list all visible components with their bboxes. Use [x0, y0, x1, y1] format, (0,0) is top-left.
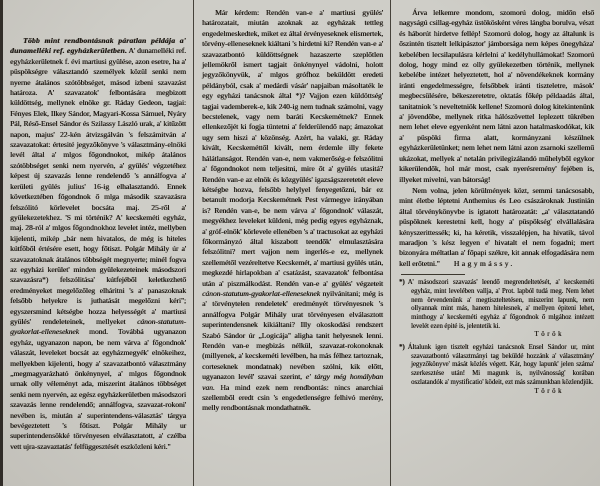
article-paragraph — [202, 8, 383, 414]
article-paragraph — [10, 36, 186, 452]
column-right — [391, 0, 600, 486]
page-left-edge-line — [0, 0, 3, 486]
footnote-signature: Török — [534, 331, 564, 339]
footnote — [399, 279, 594, 340]
body-text: Ha mind ezek nem rendbontás: nincs anarchiai szellemből eredt csin 's engedetlenségre felhivó merény, melly rendbontásnak mondathatnék. — [202, 382, 383, 413]
body-text: Nem volna, jelen körülmények közt, semmi tanácsosabb, mint életbe léptetni Anthemius és Leo császároknak Justinián által törvénykönyvbe is igtatott határozatát: „a' választatandó püspöknek kerestetni kell, hogy a' püspökség' elvállalására kényszerittessék; ki, ha kéretik, visszalépjen, ha hivatik, távol maradjon 's kész legyen e' hivatalt el nem fogadni; mert bizonyára méltatlan a' főpapi székre, kit annak elfogadására nem kell erőtetni." — [399, 185, 594, 268]
article-lead-italic: Több mint rendbontásnak páratlan példája a' dunamelléki ref. egyházkerületben. — [10, 36, 186, 56]
footnote-signature: Török — [534, 387, 564, 395]
footnote — [399, 344, 594, 396]
italic-phrase: cánon-statutum-gyakorlat-elleneseknek — [202, 288, 320, 298]
footnote-marker: *) — [399, 344, 405, 352]
article-signature: Hagymássy. — [453, 258, 515, 268]
body-text: nyilvánitani; még is a' törvénytelen rendeletek' eredményét törvényesnek 's annálfogva Polgár Mihály urat törvényesen elválasztott superintendensnek kikiáltani? Illy okoskodási rendszert Szabó Sándor úr „Logicája" aligha tanit helyesnek lenni. Rendén van-e megbizás nélkül, szavazat-rokonoknak (millyenek, a' kecskeméti levélben, ha más félhez tartoznak, corteseknek mondatnak) nevében szólni, kik előtt, ugyanazon levél' szavai szerint, — [202, 288, 383, 382]
body-text: Már kérdem: Rendén van-e a' martiusi gyülés' határozatait, miután azoknak az egyházak tettleg engedelmeskedtek, miket ez által érvényeseknek elismertek, törvény-elleneseknek kiáltani 's hirdetni ki? Rendén van-e a' szavazatbontó küldöttségnek hazaszerte szeplőtlen jellemökről ismert tagjait önkénynyel vádolni, holott jegyzőkönyvük, a' mlgos grófhoz beküldött eredeti példányból, csak a' medárdi vásár' napjaiban másoltaték le egy egyházi tanácsnok által *)? Vajjon ezen küldöttség' tagjai vademberek-e, kik 240-ig nem tudnak számolni, vagy becstelenek, vagy nem baráti Kecskemétnek? Ennek ellenkezőjét ki fogja tüntetni a' felderülendő nap; ámazokat ugy sem hiszi a' közönség. Azért, ha valaki, gr. Ráday kivált, Kecskeméttől kivált, nem érdemle illy fekete hálátlanságot. Rendén van-e, nem vakmerőség-e felszólitni a' főgondnokot nem teljesitni, mire őt a' gyülés utasitá? Rendén van-e az elnök és közgyülés' igazságszeretetét eleve kétségbe hozva, felsőbb helylyel fenyegetőzni, bár ez betanult modorja Kecskemétnek Pest vármegye irányában is? Rendén van-e, be nem várva a' főgondnok' válaszát, megyékhez leveleket küldeni, még pedig egyes egyháznak, a' gróf-elnök' körlevele ellenében 's a' tractusokat az egyházi főkormányzó által kiszabott teendők' elmulasztására felszólitni? mert vajjon nem ingerlés-e ez, mellynek szellemétől vezéreltetve Kecskemét, a' martiusi gyülés után, megkezdé hirlapokban a' csatázást, szavazatok' felbontása után a' piszmálkodást. Rendén van-e a' gyülés' végzeteit — [202, 8, 383, 288]
column-center — [194, 0, 390, 486]
column-left — [0, 0, 193, 486]
italic-phrase: cánon-statutum-gyakorlat-elleneseknek — [10, 316, 186, 337]
footnote-text: A' másodszori szavazás' leendő megrendeltetését, a' kecskeméti egyház, mint levelében vallja, a' Prot. lapból tudá meg. Nem lehet nem örvendenünk a' megtiszteltetésen, miszerint lapunk, nem ollyannak mint más, hanem hitelesnek, a' mellyen épiteni lehet, minthogy a' kecskeméti egyház a' főgondnok ő mlgához intézett levelét ezen épité is, jelentetik ki. — [407, 279, 594, 330]
body-text: mond. Továbbá ugyanazon egyház, ugyanazon napon, be nem várva a' főgondnok' válaszát, leveleket bocsát az egyházmegyék' elnökeihez, mellyekben kijelenti, hogy a' szavazatbontó választmány „megmagyarázható önkénynyel, a' mlgos főgondnok urnak olly véleményt ada, miszerint átalános többséget senki nem nyervén, az egész egyházkerületben másodszori szavazás lenne rendelendő; annálfogva, szavazat-rokoni' nevében is, miután a' superintendens-választás' tárgya bevégeztetett 's főtiszt. Polgár Mihály ur superintendensökké törvényesen elválasztatott, a' czélba vett ujra-szavaztatás' felfüggesztését eszközleni kéri." — [10, 327, 186, 451]
footnote-marker: *) — [399, 279, 405, 287]
footnote-separator — [401, 274, 465, 275]
footnote-text: Általunk igen tisztelt egyházi tanácsnok Ensel Sándor ur, mint szavazatbontó választmányi tag beküldé hozzánk a' választmány' jegyzőkönyve' mását közlés végett. Kár, hogy lapunk' jelen száma' szerkesztése után! Mi magunk is, nyilvánosság' korában oszlatandók a' mystificatio' ködeit, ezt más számunkban közlendjük. — [407, 344, 594, 386]
article-paragraph — [399, 186, 594, 269]
article-paragraph: Árva lelkemre mondom, szomorú dolog, midőn első nagyságú csillag-egyház üstökösként véres lángba borulva, vészt és háborút hirdetve fellép! Szomorú dolog, hogy az általunk is őszintén tisztelt lelkipásztor' jámborsága nem képes önegyháza' kebelében lecsilapulásra kérlelni a' kedélyhullámokat! Szomorú dolog, hogy mind ez olly gyülekezetben történik, mellynek kebelébe intézet helyeztetett, hol a' növendékeknek kormány iránti engedelmességre, felsőbbek iránti tiszteletre, mások' megbecsülésére, békeszeretetre, oktatás főkép példaadás által, tanitatniok 's neveltetniök kellene! Szomorú dolog kitekintenünk a' jövendőbe, mellynek ritka hálószövettel leplezett tükrében nem lehet eleve egyenként nem látni azon hatalmaskodókat, kik a' püspöki firma alatt, kormányzani készülnek egyházkerületünket; nem lehet nem látni azon zsarnoki szellemű ukázokat, mellyek a' netalán privilegizálandó műhelyből egykor kikerülendők, hol már most, csak nyerésremény' fejében is, illyeket mivelni, van bátorság! — [399, 8, 594, 184]
body-text: A' dunamelléki ref. egyházkerületnek f. évi martiusi gyülése, azon esetre, ha a' püspökségre választandó személyek közül senki nem nyerne átalános szótöbbséget, másod izbeni szavazást határoza. A' szavazatok' felbontására megbizott küldöttség, mellynek elnöke gr. Ráday Gedeon, tagjai: Fényes Elek, Ilkey Sándor, Magyari-Kossa Sámuel, Nyáry Pál, Réső-Ensel Sándor és Szilassy László urak, a' kitűzött napon, majus' 22-kén átvizsgálván 's felszámitván a' szavazatokat: értesité jegyzőkönyve 's választmány-elnöki levél által a' mlgos főgondnokot, mikép átalános szótöbbséget senki nem nyervén, a' gyülés' végzetéhez képest új szavazás lenne rendelendő 's annálfogva a' kerületi gyülés julius' 16-ig elhalasztandó. Ennek következtében főgondnok ő mlga második szavazásra felszólitó körlevelet bocsáta maj. 25-ről a' gyülekezetekhez. 'S mi történik? A' kecskeméti egyház, maj. 28-ról a' mlgos főgondnokhoz levelet intéz, mellyben kijelenti, mikép „bár nem hivatalos, de még is hiteles kútfőből értésére esett, hogy főtiszt. Polgár Mihály úr a' szavazatoknak átalános többségét megnyerte; minél fogva az egyházi kerület' minden gyülekezeteinek másodszori szavazásra*) felszólitása' kútfejéből keletkezhető eredményeket megelőzőleg elháritni 's a' panaszoknak felsőbb helyekre is juthatását megelőzni kéri"; egyszersmind kétségbe hozza helyességét a' martiusi gyülés' rendeleteinek, mellyeket — [10, 46, 186, 326]
italic-phrase: e' tárgy még homályban van. — [202, 372, 384, 392]
